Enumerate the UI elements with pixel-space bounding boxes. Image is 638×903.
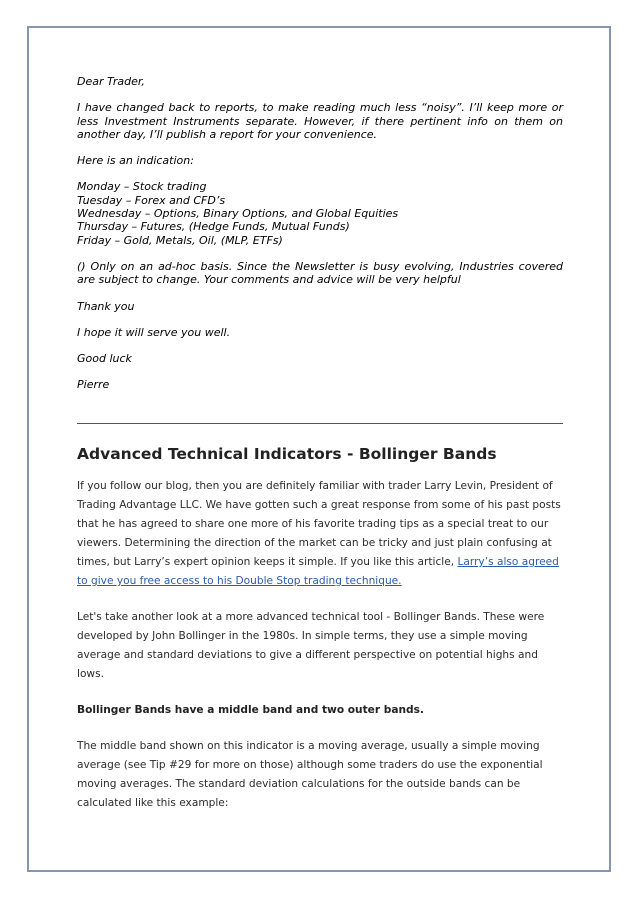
- thanks-line: Thank you: [77, 299, 135, 313]
- indication-label: Here is an indication:: [77, 154, 194, 168]
- article-section: [77, 443, 563, 813]
- article-paragraph-intro: [77, 477, 563, 591]
- note-paragraph: () Only on an ad-hoc basis. Since the Newsletter is busy evolving, Industries covered are subject to change. Your comments and advice will be very helpful: [77, 259, 563, 287]
- schedule-list: [77, 180, 563, 246]
- article-paragraph-middle-band: The middle band shown on this indicator is a moving average, usually a simple moving average (see Tip #29 for more on those) although some traders do use the exponential moving averages. The standard deviation calculations for the outside bands can be calculated like this example:: [77, 740, 543, 809]
- signature: Pierre: [77, 378, 110, 392]
- intro-text: If you follow our blog, then you are definitely familiar with trader Larry Levin, President of Trading Advantage LLC. We have gotten such a great response from some of his past posts that he has agreed to share one more of his favorite trading tips as a special treat to our viewers. Determining the direction of the market can be tricky and just plain confusing at times, but Larry’s expert opinion keeps it simple. If you like this article,: [77, 480, 561, 568]
- section-divider: [77, 423, 563, 424]
- schedule-item-friday: Friday – Gold, Metals, Oil, (MLP, ETFs): [77, 233, 283, 247]
- double-stop-link[interactable]: Larry’s also agreed to give you free access to his Double Stop trading technique.: [77, 556, 559, 587]
- letter-section: [77, 75, 563, 392]
- intro-paragraph: I have changed back to reports, to make reading much less “noisy”. I’ll keep more or less Investment Instruments separate. However, if there pertinent info on them on another day, I’ll publish a report for your convenience.: [77, 101, 563, 141]
- article-subheading: Bollinger Bands have a middle band and two outer bands.: [77, 704, 424, 716]
- hope-line: I hope it will serve you well.: [77, 325, 231, 339]
- schedule-item-wednesday: Wednesday – Options, Binary Options, and Global Equities: [77, 207, 399, 221]
- schedule-item-monday: Monday – Stock trading: [77, 180, 207, 194]
- article-paragraph-bollinger: Let's take another look at a more advanced technical tool - Bollinger Bands. These were developed by John Bollinger in the 1980s. In simple terms, they use a simple moving average and standard deviations to give a different perspective on potential highs and lows.: [77, 611, 545, 680]
- schedule-item-tuesday: Tuesday – Forex and CFD’s: [77, 193, 226, 207]
- schedule-item-thursday: Thursday – Futures, (Hedge Funds, Mutual Funds): [77, 220, 350, 234]
- salutation: Dear Trader,: [77, 75, 145, 88]
- luck-line: Good luck: [77, 352, 132, 366]
- article-title: Advanced Technical Indicators - Bollinger Bands: [77, 445, 497, 463]
